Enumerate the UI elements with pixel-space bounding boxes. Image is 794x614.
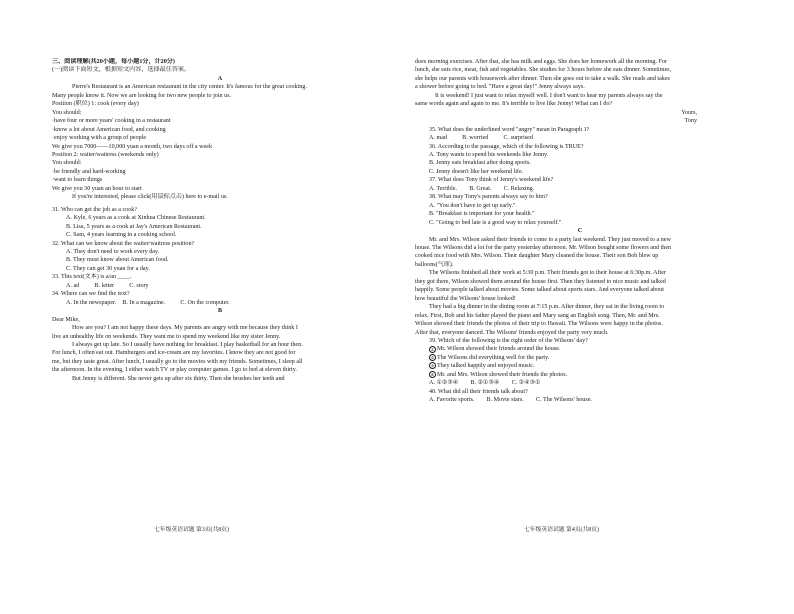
passage-a-line: ·know a lot about American food, and cooking (52, 126, 166, 133)
passage-c-line: they got there, Wilson showed them around the house first. Then they listened to nice music and talked (415, 278, 666, 285)
passage-a-line: ·enjoy working with a group of people (52, 135, 147, 142)
right-column (415, 58, 745, 405)
passage-c-line: Mr. and Mrs. Wilson asked their friends to come to a party last weekend. They just moved to a new (429, 236, 671, 243)
passage-a-line: Position 2: waiter/waitress (weekends only) (52, 151, 159, 158)
question-32: 32. What can we know about the waiter/waitress position? (52, 240, 195, 247)
letter-line: For lunch, I often eat out. Hamburgers and ice-cream are my favorites. I know they are not good for (52, 350, 296, 357)
option: A. Tony wants to spend his weekends like Jenny. (429, 151, 549, 158)
question-34: 34. Where can we find the text? (52, 291, 130, 298)
page-footer-left: 七年级英语试题 第3页(共8页) (154, 527, 229, 533)
question-40: 40. What did all their friends talk about? (429, 388, 528, 395)
letter-line: lunch, she eats rice, meat, fish and vegetables. She studies for 3 hours before she eats dinner. Sometimes, (415, 67, 672, 74)
option-row: A. ad B. letter C. story (66, 282, 149, 289)
passage-c-line: relax. First, Bob and his father played the piano and Mary sang an English song. Then, Mr. and Mrs. (415, 312, 660, 319)
passage-a-line: Pierre's Restaurant is an American restaurant in the city center. It's famous for the great cooking. (72, 84, 307, 91)
passage-a-line: If you're interested, please click(用鼠标点击) here to e-mail us. (72, 194, 228, 201)
option: B. Lisa, 5 years as a cook at Jay's American Restaurant. (66, 223, 202, 230)
question-33: 33. This text(文本) is a/an ____. (52, 274, 132, 281)
letter-line: same words again and again to me. It's terrible to live like Jenny! What can I do? (415, 101, 613, 108)
option-row: A. mad B. worried C. surprised (429, 135, 533, 142)
passage-a-line: ·have four or more years' cooking in a restaurant (52, 118, 171, 125)
option: B. Jenny eats breakfast after doing sports. (429, 160, 531, 167)
option: C. Jenny doesn't like her weekend life. (429, 168, 524, 175)
passage-a-line: You should: (52, 160, 82, 167)
passage-c-line: how beautiful the Wilsons' house looked! (415, 295, 516, 302)
passage-a-line: We give you 30 yuan an hour to start (52, 185, 142, 192)
passage-c-line: Wilson showed their friends the photos of their trip to Hawaii. The Wilsons were happy in the photos. (415, 321, 663, 328)
letter-line: a shower before going to bed. "Have a great day!" Jenny always says. (415, 84, 585, 91)
letter-line: live an unhealthy life on weekends. They want me to spend my weekend like my sister Jenny. (52, 333, 281, 340)
page-footer-right: 七年级英语试题 第4页(共8页) (524, 527, 599, 533)
circle-mark: ① (430, 346, 435, 352)
letter-line: she helps our parents with housework after dinner. Then she goes out to take a walk. She reads and takes (415, 75, 670, 82)
circle-mark: ② (430, 354, 435, 360)
option: C. They can get 30 yuan for a day. (66, 265, 150, 272)
event-1: ① Mr. Wilson showed their friends around the house. (430, 346, 561, 353)
event-3: ③ They talked happily and enjoyed music. (430, 363, 535, 370)
option: C. "Going to bed late is a good way to relax yourself." (429, 219, 562, 226)
letter-line: It is weekend! I just want to relax myself well. I don't want to hear my parents always say the (435, 92, 663, 99)
letter-signature: Tony (684, 118, 697, 125)
letter-line: does morning exercises. After that, she has milk and eggs. She does her homework all the morning. For (415, 59, 667, 65)
circle-mark: ④ (430, 371, 435, 377)
option-row: A. ①②③④ B. ②①③④ C. ②④③① (429, 380, 541, 387)
option: A. They don't need to work every day. (66, 248, 160, 255)
question-36: 36. According to the passage, which of the following is TRUE? (429, 143, 584, 150)
letter-line: How are you? I am not happy these days. My parents are angry with me because they think I (72, 325, 298, 332)
passage-c-line: happily. Some people talked about movies. Some talked about sports stars. And everyone talked about (415, 287, 664, 294)
event-2: ② The Wilsons did everything well for the party. (430, 354, 550, 361)
passage-a-line: ·want to learn things (52, 177, 103, 184)
letter-closing: Yours, (681, 109, 697, 116)
option: B. "Breakfast is important for your health." (429, 211, 535, 218)
letter-line: the afternoon. In the evening, I either watch TV or play computer games. I go to bed at eleven thirty. (52, 367, 297, 374)
option: C. Sam, 4 years learning in a cooking school. (66, 232, 177, 239)
left-column (52, 58, 388, 383)
question-35: 35. What does the underlined word "angry" mean in Paragraph 1? (429, 126, 590, 133)
passage-a-line: Many people know it. Now we are looking for two new people to join us. (52, 92, 232, 99)
letter-line: me, but they taste great. After lunch, I usually go to the movies with my friends. Sometimes, I sleep all (52, 358, 303, 365)
passage-c-line: house. The Wilsons did a lot for the party yesterday afternoon. Mr. Wilson bought some flowers and then (415, 244, 672, 251)
passage-c-line: balloons(气球). (415, 261, 454, 268)
option: B. They must know about American food. (66, 257, 169, 264)
event-4: ④ Mr. and Mrs. Wilson showed their friends the photos. (430, 371, 568, 378)
letter-line: But Jenny is different. She never gets up after six thirty. Then she brushes her teeth and (72, 375, 285, 382)
option: A. Kyle, 6 years as a cook at Xinhua Chinese Restaurant. (66, 215, 206, 222)
passage-a-title: A (217, 75, 223, 82)
passage-a-line: You should: (52, 109, 82, 116)
option-row: A. In the newspaper. B. In a magazine. C. On the computer. (66, 299, 230, 306)
passage-c-line: After that, everyone danced. The Wilsons' friends enjoyed the party very much. (415, 329, 609, 336)
circle-mark: ③ (430, 363, 435, 369)
passage-c-line: The Wilsons finished all their work at 5:30 p.m. Their friends got to their house at 6:30p.m. After (429, 270, 666, 277)
passage-c-title: C (577, 228, 583, 235)
passage-a-line: Position (职位) 1: cook (every day) (52, 101, 139, 108)
passage-c-line: cooked nice food with Mrs. Wilson. Their daughter Mary cleaned the house. Their son Bob blew up (415, 253, 659, 260)
letter-greeting: Dear Mike, (52, 316, 80, 323)
passage-c-line: They had a big dinner in the dining room at 7:15 p.m. After dinner, they sat in the living room to (429, 304, 665, 311)
passage-a-line: We give you 7000——10,000 yuan a month, two days off a week (52, 143, 213, 150)
passage-b-title: B (217, 308, 223, 315)
option-row: A. Favorite sports. B. Movie stars. C. The Wilsons' house. (429, 397, 592, 404)
question-31: 31. Who can get the job as a cook? (52, 206, 138, 213)
question-38: 38. What may Tony's parents always say to him? (429, 194, 548, 201)
option-row: A. Terrible. B. Great. C. Relaxing. (429, 185, 535, 192)
passage-a-line: ·be friendly and hard-working (52, 168, 126, 175)
letter-line: I always get up late. So I usually have nothing for breakfast. I play basketball for an hour then. (72, 341, 303, 348)
option: A. "You don't have to get up early." (429, 202, 516, 209)
question-37: 37. What does Tony think of Jenny's weekend life? (429, 177, 554, 184)
section-heading: 三、阅读理解(共20小题，每小题1分，计20分) (52, 59, 175, 65)
section-instruction: (一)阅读下面短文，根据短文内容，选择最佳答案。 (52, 67, 191, 74)
question-39: 39. Which of the following is the right order of the Wilsons' day? (429, 337, 588, 344)
